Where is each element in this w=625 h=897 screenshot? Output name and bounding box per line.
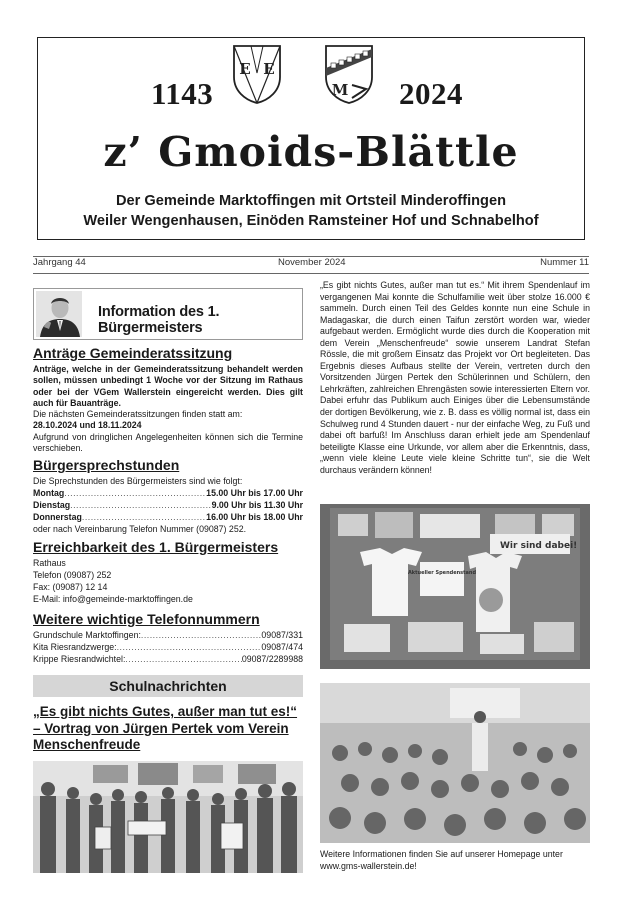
telefon-heading: Weitere wichtige Telefonnummern [33, 611, 260, 627]
svg-text:M: M [331, 81, 349, 99]
antraege-note: Aufgrund von dringlichen Angelegenheiten können sich die Termine verschieben. [33, 432, 303, 454]
issue-number: Nummer 11 [540, 257, 589, 268]
svg-text:E: E [263, 60, 275, 78]
contact-rathaus: Rathaus [33, 558, 66, 568]
sprechstunde-day: Dienstag [33, 500, 71, 510]
sprechstunde-day: Montag [33, 488, 65, 498]
phone-row [33, 654, 303, 666]
school-news-bar: Schulnachrichten [33, 675, 303, 697]
poster-banner: Wir sind dabei! [500, 541, 578, 551]
antraege-bold-text: Anträge, welche in der Gemeinderatssitzung behandelt werden sollen, müssen unbedingt 1 Woche vor der Sitzung im Rathaus oder bei der VGem Wallerstein eingereicht werden. Dies gilt auch für Bauanträge. [33, 364, 303, 408]
crest-minderoffingen-icon [323, 43, 375, 105]
phone-number: 09087/474 [261, 642, 303, 652]
masthead-subtitle-1: Der Gemeinde Marktoffingen mit Ortsteil Minderoffingen [115, 193, 506, 209]
poster-wall-photo [320, 504, 590, 669]
sprechstunde-time: 9.00 Uhr bis 11.30 Uhr [211, 500, 303, 510]
phone-name: Grundschule Marktoffingen: [33, 630, 141, 640]
sprechstunden-heading: Bürgersprechstunden [33, 457, 180, 473]
newspaper-title: z’ Gmoids-Blättle [103, 128, 519, 176]
contact-fax: Fax: (09087) 12 14 [33, 582, 108, 592]
sprechstunde-time: 15.00 Uhr bis 17.00 Uhr [206, 488, 303, 498]
phone-row [33, 630, 303, 642]
mayor-info-header [33, 288, 303, 340]
phone-name: Kita Riesrandzwerge: [33, 642, 117, 652]
svg-text:E: E [239, 60, 251, 78]
sprechstunden-intro: Die Sprechstunden des Bürgermeisters sind wie folgt: [33, 476, 243, 486]
phone-name: Krippe Riesrandwichtel: [33, 654, 126, 664]
sprechstunde-time: 16.00 Uhr bis 18.00 Uhr [206, 512, 303, 522]
contact-phone: Telefon (09087) 252 [33, 570, 112, 580]
issue-month: November 2024 [278, 257, 346, 268]
phone-number: 09087/2289988 [241, 654, 303, 664]
contact-email: E-Mail: info@gemeinde-marktoffingen.de [33, 594, 193, 604]
poster-label: Aktueller Spendenstand [407, 570, 477, 576]
masthead-subtitle-2: Weiler Wengenhausen, Einöden Ramsteiner Hof und Schnabelhof [83, 213, 539, 229]
sprechstunde-row [33, 512, 303, 524]
erreichbarkeit-heading: Erreichbarkeit des 1. Bürgermeisters [33, 539, 279, 555]
group-photo [33, 761, 303, 873]
sprechstunden-note: oder nach Vereinbarung Telefon Nummer (09087) 252. [33, 524, 247, 534]
photo-caption: Weitere Informationen finden Sie auf unserer Homepage unter www.gms-wallerstein.de! [320, 849, 563, 871]
phone-row [33, 642, 303, 654]
sprechstunde-row [33, 488, 303, 500]
sprechstunde-row [33, 500, 303, 512]
year-left: 1143 [151, 76, 214, 111]
crest-marktoffingen-icon [231, 43, 283, 105]
article-heading: „Es gibt nichts Gutes, außer man tut es!“ – Vortrag von Jürgen Pertek vom Verein Menschenfreude [33, 704, 298, 752]
issue-line [33, 257, 589, 273]
article-body: „Es gibt nichts Gutes, außer man tut es.“ Mit ihrem Spendenlauf im vergangenen Mai konnte die Schulfamilie weit über stolze 16.000 € sammeln. Durch einen Teil des Geldes konnte nun eine Schule in Madagaskar, die durch einen Taifun zerstört worden war, wieder aufgebaut werden. Ermöglicht wurde dies durch die Kooperation mit dem Verein „Menschenfreude“ sowie unserem Landrat Stefan Rössle, die mit großem Einsatz das Projekt vor Ort begleiteten. Das Ergebnis dieses Aufbaus stellte der Verein, vertreten durch den Vorsitzenden Jürgen Pertek den Schülerinnen und Schülern, den Lehrkräften, zahlreichen Ehrengästen sowie interessierten Eltern vor. Dabei erfuhr das Publikum auch Einiges über die Lebensumstände der dortigen Bevölkerung, wie z. B. dass es völlig normal ist, dass ein Schulweg rund 4 Stunden dauert - nur der einfache Weg, zu Fuß und dabei oft barfuß! Im Anschluss daran erhielt jede am Spendenlauf beteiligte Klasse eine Urkunde, vor allem aber die Erkenntnis, dass, „wenn viele kleine Leute viele kleine Schritte tun“, sie die Welt durchaus verändern können! [320, 280, 590, 475]
phone-number: 09087/331 [261, 630, 303, 640]
year-right: 2024 [399, 76, 463, 111]
antraege-next-text: Die nächsten Gemeinderatssitzungen finden statt am: [33, 409, 243, 419]
sprechstunde-day: Donnerstag [33, 512, 82, 522]
audience-photo [320, 683, 590, 843]
divider-bottom [33, 273, 589, 274]
masthead [37, 37, 585, 240]
issue-volume: Jahrgang 44 [33, 257, 86, 268]
mayor-info-title: Information des 1. Bürgermeisters [98, 304, 220, 336]
antraege-heading: Anträge Gemeinderatssitzung [33, 345, 233, 361]
mayor-portrait [36, 291, 82, 337]
antraege-dates: 28.10.2024 und 18.11.2024 [33, 420, 142, 430]
